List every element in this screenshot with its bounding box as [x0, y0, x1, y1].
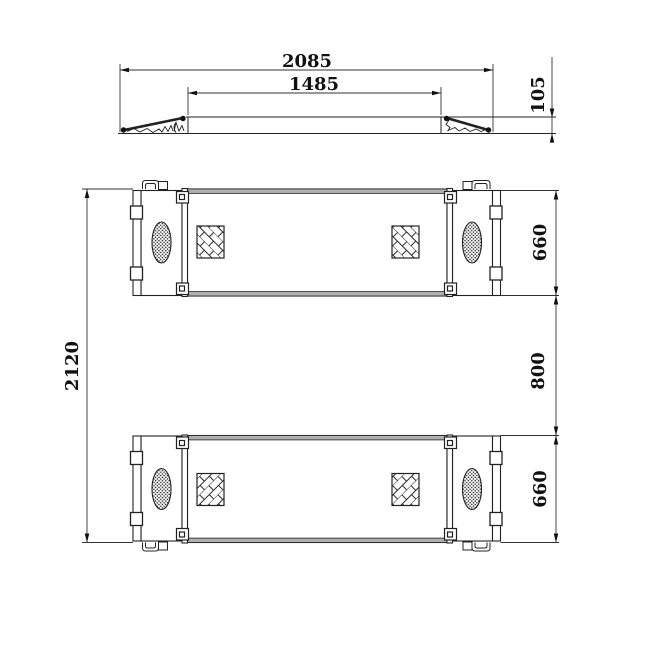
side-right-ramp: [444, 116, 491, 133]
hinge-block: [490, 206, 502, 219]
plan-view: [62, 181, 559, 552]
lift-handle-left: [143, 181, 168, 190]
dim-overall-length: [62, 189, 133, 543]
dim-platform-width: [188, 74, 441, 115]
plan-upper-platform: [131, 181, 503, 297]
tread-oval-left: [152, 222, 171, 263]
tread-oval-right: [463, 222, 482, 263]
dim-label-800: 800: [528, 352, 549, 390]
hinge-block: [490, 267, 502, 280]
dim-label-660-upper: 660: [530, 223, 551, 262]
inner-bar-left: [182, 189, 188, 297]
dim-label-2120: 2120: [62, 340, 83, 392]
pivot-dot: [444, 116, 449, 121]
dim-label-2085: 2085: [281, 51, 333, 72]
plan-lower-platform: [131, 435, 503, 551]
lift-handle-right: [463, 181, 490, 190]
pivot-dot: [486, 127, 491, 132]
tread-plate-left: [197, 226, 224, 258]
hinge-block: [131, 267, 143, 280]
dim-label-1485: 1485: [288, 74, 340, 95]
side-left-ramp: [121, 116, 186, 133]
inner-bar-right: [447, 189, 453, 297]
dim-label-105: 105: [528, 76, 549, 114]
dim-chain-right: [501, 191, 560, 543]
tread-plate-right: [392, 226, 419, 258]
dim-height: [528, 57, 554, 143]
ramp-joint-detail: [174, 123, 184, 133]
ramp-profile-squiggle: [127, 126, 173, 133]
pivot-dot: [121, 127, 126, 132]
deck-top-band: [188, 189, 448, 193]
dim-label-660-lower: 660: [530, 470, 551, 508]
hinge-block: [131, 206, 143, 219]
side-view: [118, 51, 556, 143]
deck-bottom-band: [188, 292, 448, 296]
pivot-dot: [180, 116, 185, 121]
ramp-profile-squiggle: [446, 120, 486, 132]
